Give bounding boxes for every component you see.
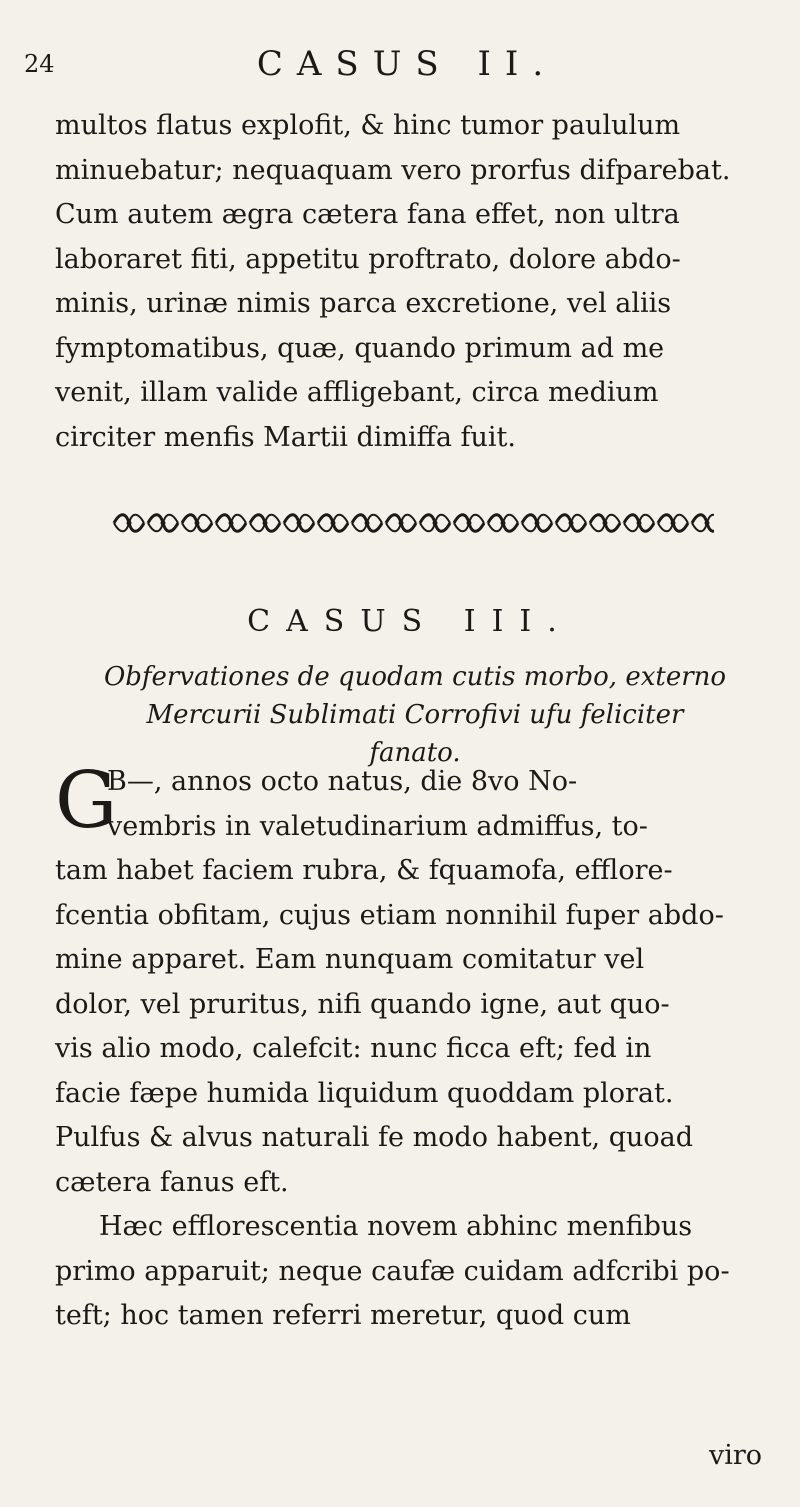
text-line: Pulfus & alvus naturali fe modo habent, quoad [55,1122,694,1153]
text-line: Hæc efflorescentia novem abhinc menfibus [99,1211,693,1242]
text-line: facie fæpe humida liquidum quoddam plorat. [55,1077,674,1109]
page-number: 24 [24,50,55,78]
subtitle-line: Mercurii Sublimati Corrofivi ufu feliciter [146,700,684,730]
text-line: tam habet faciem rubra, & fquamofa, efflore- [55,855,673,886]
subtitle-line: fanato. [369,738,461,768]
text-line: minis, urinæ nimis parca excretione, vel aliis [55,288,672,319]
text-line: mine apparet. Eam nunquam comitatur vel [55,944,645,975]
text-line: minuebatur; nequaquam vero prorfus difparebat. [55,154,731,186]
drop-cap-initial: G [55,756,118,846]
case-subtitle [70,658,760,772]
text-line: teft; hoc tamen referri meretur, quod cum [55,1300,631,1331]
running-title: CASUS II. [256,44,558,84]
text-line: venit, illam valide affligebant, circa medium [55,377,659,408]
text-line: multos flatus explofit, & hinc tumor paululum [55,110,681,141]
text-line: laboraret fiti, appetitu proftrato, dolore abdo- [55,243,681,275]
paragraph-continuation [55,104,763,460]
ornamental-rule [112,510,714,536]
case-paragraph [55,756,763,1339]
subtitle-line: Obfervationes de quodam cutis morbo, externo [103,662,727,692]
text-line: fymptomatibus, quæ, quando primum ad me [55,332,665,364]
text-line: cætera fanus eft. [55,1166,289,1198]
case-title: CASUS III. [247,604,573,639]
text-line: circiter menfis Martii dimiffa fuit. [55,421,516,453]
text-line: vembris in valetudinarium admiffus, to- [107,810,648,842]
text-line: fcentia obfitam, cujus etiam nonnihil fuper abdo- [55,899,724,931]
text-line: vis alio modo, calefcit: nunc ficca eft; fed in [55,1033,652,1064]
text-line: dolor, vel pruritus, nifi quando igne, aut quo- [55,988,670,1020]
running-head [24,44,760,84]
text-line: B—, annos octo natus, die 8vo No- [107,766,578,797]
catchword: viro [708,1440,762,1471]
text-line: primo apparuit; neque caufæ cuidam adfcribi po- [55,1255,730,1287]
text-line: Cum autem ægra cætera fana effet, non ultra [55,199,680,230]
